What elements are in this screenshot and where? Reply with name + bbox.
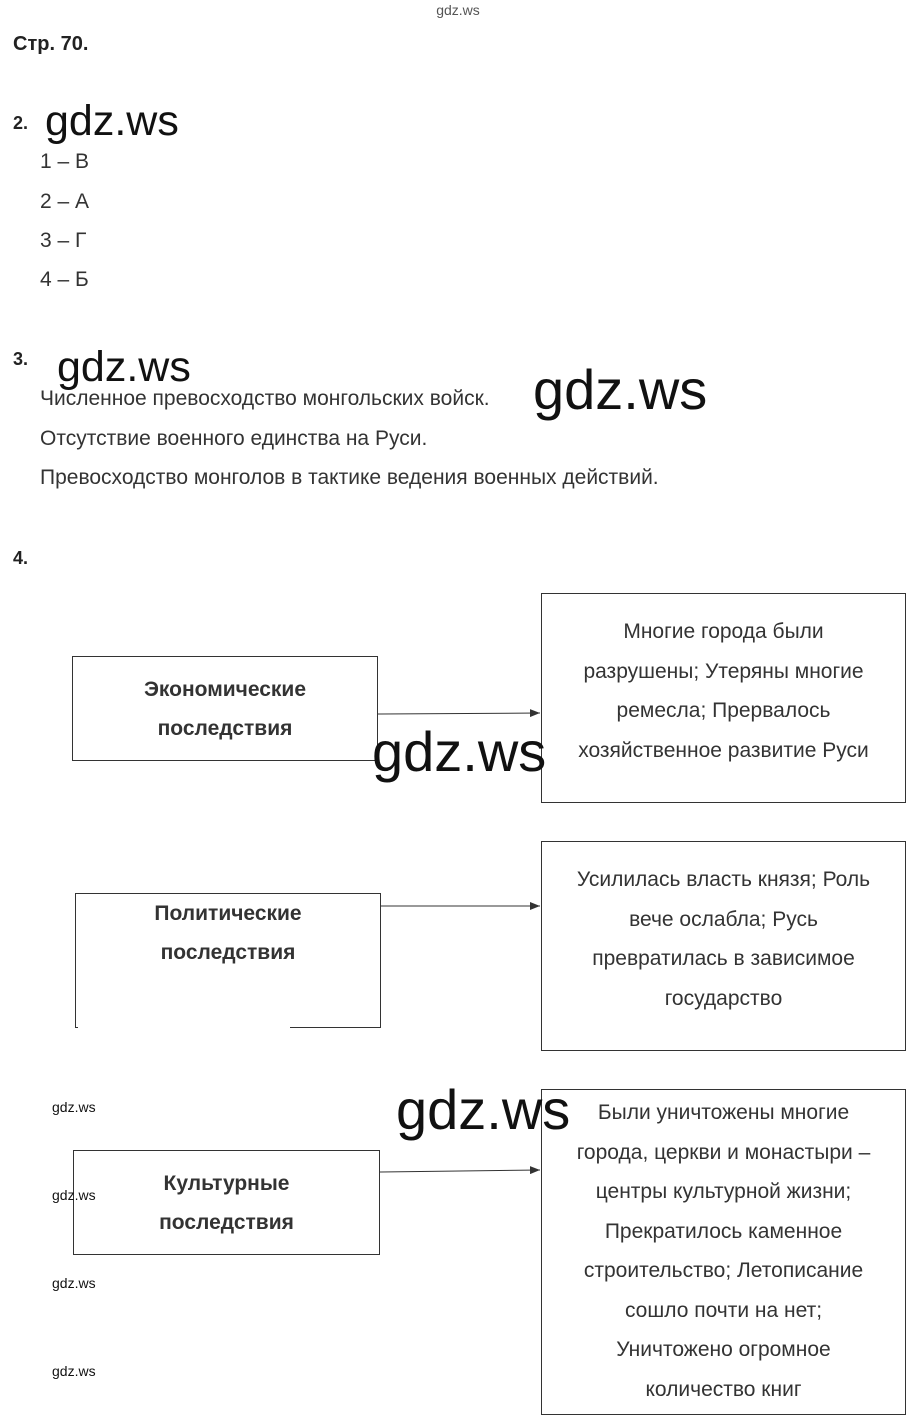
page-label: Стр. 70. [13,33,89,55]
watermark-small: gdz.ws [52,1099,96,1115]
task2-answer: 1 – В [40,150,90,173]
effect-line: разрушены; Утеряны многие [583,659,864,683]
task-4-number: 4. [13,548,29,568]
effect-line: строительство; Летописание [583,1259,864,1282]
task-3-number: 3. [13,349,29,369]
watermark-small: gdz.ws [52,1363,96,1379]
effect-line: хозяйственное развитие Руси [578,738,869,762]
effect-line: Были уничтожены многие [597,1101,850,1124]
cause-line: Экономические [143,677,307,701]
effect-line: количество книг [645,1377,802,1401]
effect-line: Многие города были [623,620,824,643]
effect-line: сошло почти на нет; [624,1298,823,1322]
task2-answer: 4 – Б [40,268,89,291]
cause-line: последствия [159,1210,294,1234]
effect-line: Уничтожено огромное [616,1338,831,1361]
watermark-row1: gdz.ws [372,720,547,783]
effect-line: государство [664,986,783,1010]
arrow-economic [378,713,540,714]
effect-box-cultural [541,1089,906,1415]
effect-line: вече ослабла; Русь [629,907,818,931]
effect-box-political [541,841,906,1051]
effect-box-economic [541,593,906,803]
watermark-task3-left: gdz.ws [57,343,191,391]
cause-line: Культурные [163,1171,290,1195]
watermark-row3: gdz.ws [396,1078,571,1141]
effect-line: Прекратилось каменное [604,1219,843,1243]
cause-line: последствия [160,941,296,964]
effect-line: центры культурной жизни; [595,1180,852,1203]
watermark-task2: gdz.ws [45,97,179,145]
cause-line: Политические [154,902,302,925]
task-2-number: 2. [13,113,29,133]
cause-box-political [75,893,381,1028]
task3-line: Отсутствие военного единства на Руси. [40,427,428,450]
task3-line: Превосходство монголов в тактике ведения военных действий. [40,466,659,489]
effect-line: ремесла; Прервалось [616,699,831,722]
box-border-gap [78,1026,290,1030]
cause-line: последствия [157,716,293,740]
task3-line: Численное превосходство монгольских войск. [40,387,490,410]
watermark-task3-right: gdz.ws [533,358,708,421]
effect-line: Усилилась власть князя; Роль [576,868,871,891]
effect-line: города, церкви и монастыри – [576,1140,871,1164]
task2-answer: 3 – Г [40,229,87,252]
watermark-small: gdz.ws [52,1187,96,1203]
cause-box-cultural [73,1150,380,1255]
arrow-cultural [380,1170,540,1172]
cause-box-economic [72,656,378,761]
top-watermark: gdz.ws [436,2,480,18]
task2-answer: 2 – А [40,190,90,213]
effect-line: превратилась в зависимое [592,947,855,970]
watermark-small: gdz.ws [52,1275,96,1291]
